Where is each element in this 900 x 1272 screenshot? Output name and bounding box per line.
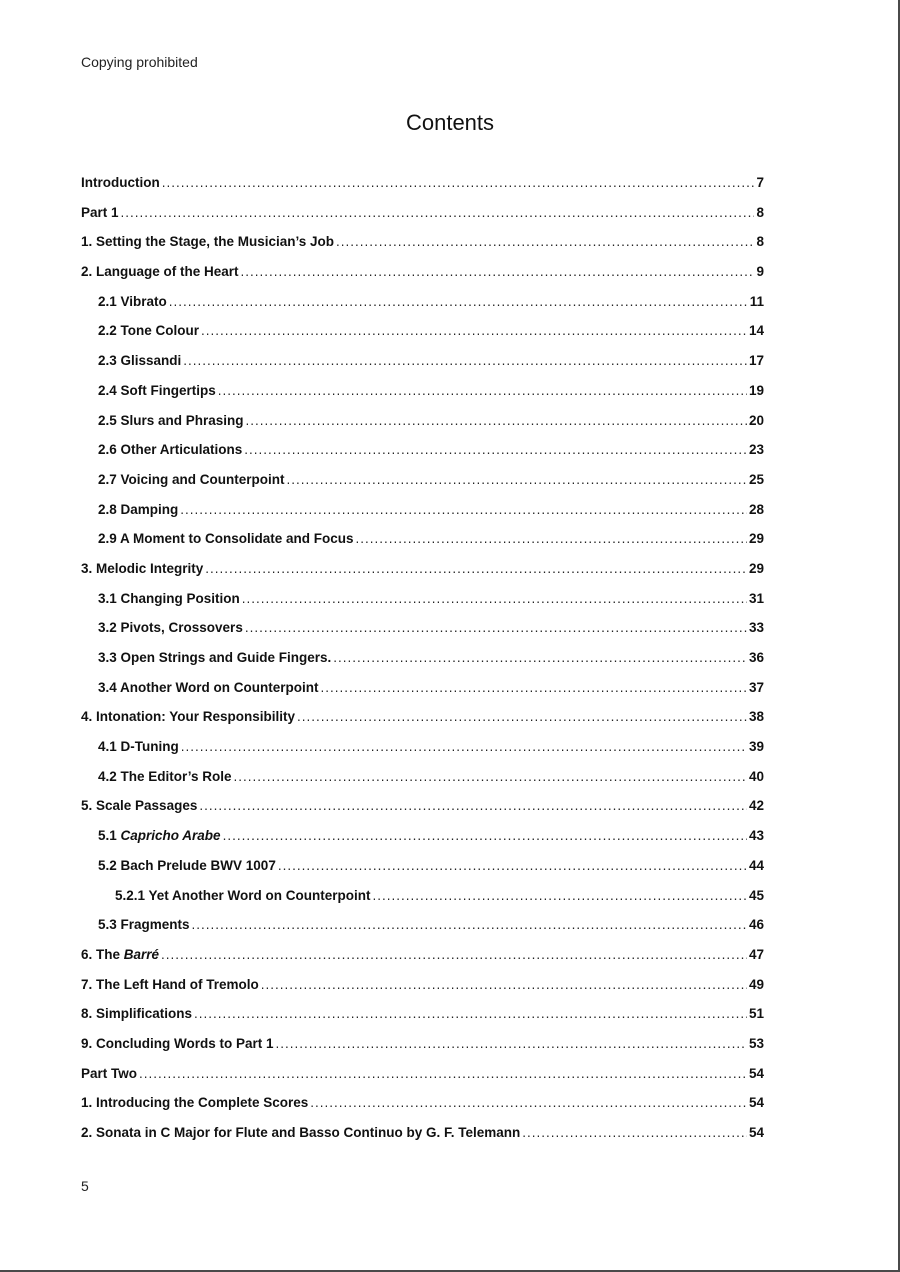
toc-entry-page-number: 7 [756,175,764,190]
dot-leader [139,1063,747,1085]
toc-entry[interactable] [81,1063,764,1093]
toc-entry-title-text: 3.1 Changing Position [98,590,240,606]
dot-leader [218,380,747,402]
toc-entry[interactable] [81,974,764,1004]
dot-leader [310,1092,747,1114]
toc-entry-page-number: 33 [748,620,764,636]
dot-leader [199,795,747,817]
dot-leader [241,261,755,283]
toc-entry-title [98,914,190,936]
dot-leader [192,914,747,936]
toc-entry-title-text: 2.5 Slurs and Phrasing [98,412,244,428]
toc-entry-title-text: 2.3 Glissandi [98,353,182,369]
toc-entry-title-text: 1. Setting the Stage, the Musician’s Job [81,234,335,250]
toc-entry-title [98,855,276,877]
toc-entry-page-number: 8 [756,234,764,250]
toc-entry[interactable] [81,588,764,618]
toc-entry-page-number: 43 [748,828,764,844]
toc-entry-title [98,736,179,758]
toc-entry-title [98,320,199,342]
toc-entry-title-text: 4. Intonation: Your Responsibility [81,709,296,725]
toc-entry-title [98,825,221,847]
toc-entry[interactable] [81,469,764,499]
toc-entry-page-number: 54 [748,1065,764,1081]
toc-entry-title-text: 3.3 Open Strings and Guide Fingers. [98,650,332,665]
toc-entry[interactable] [81,350,764,380]
dot-leader [522,1122,747,1144]
toc-entry-title [98,469,285,491]
toc-entry-title-text: 9. Concluding Words to Part 1 [81,1035,274,1051]
toc-entry-title-text: 5.2 Bach Prelude BWV 1007 [98,857,276,873]
toc-entry-title-text: 2. Sonata in C Major for Flute and Basso Continuo by G. F. Telemann [81,1125,521,1140]
dot-leader [169,291,748,313]
toc-entry-page-number: 17 [748,353,764,369]
toc-entry-title-text: 3.2 Pivots, Crossovers [98,620,243,636]
toc-entry-title-text: 2. Language of the Heart [81,264,239,280]
dot-leader [320,677,746,699]
toc-entry-page-number: 9 [756,264,764,280]
toc-entry-title [98,410,244,432]
dot-leader [261,974,747,996]
dot-leader [333,647,747,669]
toc-entry[interactable] [81,558,764,588]
toc-entry-title-text: 3.4 Another Word on Counterpoint [98,679,319,695]
dot-leader [242,588,747,610]
dot-leader [205,558,747,580]
toc-entry-title [81,558,203,580]
toc-entry-title [81,795,197,817]
toc-entry-title-text: 2.8 Damping [98,501,179,517]
toc-entry[interactable] [81,617,764,647]
toc-entry-title-text: 8. Simplifications [81,1006,193,1022]
dot-leader [276,1033,747,1055]
toc-entry-title-italic: Capricho Arabe [120,828,221,844]
dot-leader [194,1003,747,1025]
dot-leader [223,825,747,847]
toc-entry-title-text: 2.1 Vibrato [98,293,167,309]
toc-entry-title [115,885,371,907]
toc-entry-page-number: 11 [749,293,764,309]
toc-entry[interactable] [81,261,764,291]
toc-entry-page-number: 25 [748,471,764,487]
toc-entry[interactable] [81,231,764,261]
toc-entry-title [81,706,295,728]
toc-entry-title-text: 5. Scale Passages [81,798,198,814]
toc-entry-page-number: 40 [748,768,764,784]
dot-leader [162,172,755,194]
toc-entry-page-number: 46 [748,917,764,933]
dot-leader [234,766,747,788]
toc-entry-page-number: 54 [748,1095,764,1111]
toc-entry-title-text: 2.2 Tone Colour [98,323,200,339]
toc-entry-title-text: Part 1 [81,204,119,220]
toc-entry-title [98,380,216,402]
toc-entry-page-number: 23 [748,442,764,458]
page-title: Contents [405,110,495,135]
toc-entry-page-number: 45 [748,887,764,903]
toc-entry-title-text: 1. Introducing the Complete Scores [81,1095,309,1111]
toc-entry-page-number: 44 [748,857,764,873]
toc-entry-title-text: 3. Melodic Integrity [81,560,204,576]
toc-entry-page-number: 19 [748,382,764,398]
toc-entry-page-number: 49 [748,976,764,992]
dot-leader [297,706,747,728]
toc-entry-title-text: 4.2 The Editor’s Role [98,768,232,784]
toc-entry-page-number: 42 [748,798,764,814]
toc-entry[interactable] [81,410,764,440]
toc-entry[interactable] [81,202,764,232]
toc-entry[interactable] [81,1092,764,1122]
toc-entry-title [98,588,240,610]
dot-leader [356,528,747,550]
page-number: 5 [81,1178,89,1194]
toc-entry-title [98,647,331,669]
dot-leader [287,469,747,491]
toc-entry-page-number: 28 [748,501,764,517]
toc-entry-title-text: 2.6 Other Articulations [98,442,243,458]
toc-entry-title-text: 2.7 Voicing and Counterpoint [98,471,285,487]
toc-entry-title-text: 5.2.1 Yet Another Word on Counterpoint [115,887,371,903]
toc-entry-page-number: 31 [748,590,764,606]
toc-entry[interactable] [81,320,764,350]
toc-entry-page-number: 53 [748,1035,764,1051]
toc-entry-title [98,677,318,699]
table-of-contents [81,172,764,1152]
toc-entry[interactable] [81,885,764,915]
toc-entry[interactable] [81,795,764,825]
toc-entry-title [81,261,239,283]
toc-entry-page-number: 29 [748,560,764,576]
copyright-note: Copying prohibited [81,54,198,70]
toc-entry[interactable] [81,439,764,469]
toc-entry-title [98,439,242,461]
toc-entry-title-text: Introduction [81,175,160,190]
dot-leader [278,855,747,877]
dot-leader [121,202,755,224]
toc-entry-title [98,766,232,788]
toc-entry[interactable] [81,825,764,855]
toc-entry-title-text: 6. The [81,946,124,962]
toc-entry[interactable] [81,944,764,974]
toc-entry-page-number: 20 [748,412,764,428]
dot-leader [181,736,747,758]
toc-entry-title [81,1003,192,1025]
toc-entry-page-number: 29 [748,531,764,547]
toc-entry-title [81,172,160,194]
dot-leader [246,410,747,432]
toc-entry[interactable] [81,914,764,944]
toc-entry-title [81,202,119,224]
toc-entry[interactable] [81,766,764,796]
toc-entry-page-number: 54 [748,1125,764,1140]
toc-entry-title [98,617,243,639]
toc-entry-title [98,528,354,550]
toc-entry-page-number: 38 [748,709,764,725]
toc-entry[interactable] [81,706,764,736]
toc-entry-title-text: Part Two [81,1065,138,1081]
toc-entry[interactable] [81,855,764,885]
toc-entry[interactable] [81,647,764,677]
toc-entry-title [98,499,178,521]
toc-entry[interactable] [81,736,764,766]
toc-entry-page-number: 39 [748,739,764,755]
dot-leader [373,885,747,907]
toc-entry-page-number: 14 [748,323,764,339]
dot-leader [180,499,747,521]
dot-leader [336,231,754,253]
toc-entry-page-number: 36 [748,650,764,665]
toc-entry[interactable] [81,1003,764,1033]
toc-entry-title-text: 5.1 [98,828,121,844]
toc-entry-title-text: 5.3 Fragments [98,917,190,933]
toc-entry-title [81,1092,308,1114]
toc-entry[interactable] [81,499,764,529]
toc-entry[interactable] [81,291,764,321]
dot-leader [161,944,747,966]
dot-leader [244,439,747,461]
toc-entry-page-number: 8 [756,204,764,220]
toc-entry[interactable] [81,172,764,202]
toc-entry[interactable] [81,380,764,410]
toc-entry-title-text: 7. The Left Hand of Tremolo [81,976,259,992]
toc-entry-title [98,350,181,372]
toc-entry[interactable] [81,677,764,707]
toc-entry-title [81,1122,520,1144]
toc-entry-title-text: 4.1 D-Tuning [98,739,179,755]
toc-entry[interactable] [81,1033,764,1063]
toc-entry[interactable] [81,528,764,558]
dot-leader [183,350,747,372]
toc-entry-title [98,291,167,313]
toc-entry-title-text: 2.9 A Moment to Consolidate and Focus [98,531,354,547]
dot-leader [245,617,747,639]
toc-entry-title [81,231,334,253]
toc-entry-page-number: 37 [748,679,764,695]
toc-entry-title-text: 2.4 Soft Fingertips [98,382,216,398]
toc-entry-page-number: 51 [748,1006,764,1022]
toc-entry-page-number: 47 [748,946,764,962]
toc-entry[interactable] [81,1122,764,1152]
dot-leader [201,320,747,342]
toc-entry-title [81,974,259,996]
toc-entry-title-italic: Barré [123,946,160,962]
toc-entry-title [81,1033,274,1055]
toc-entry-title [81,944,159,966]
toc-entry-title [81,1063,137,1085]
